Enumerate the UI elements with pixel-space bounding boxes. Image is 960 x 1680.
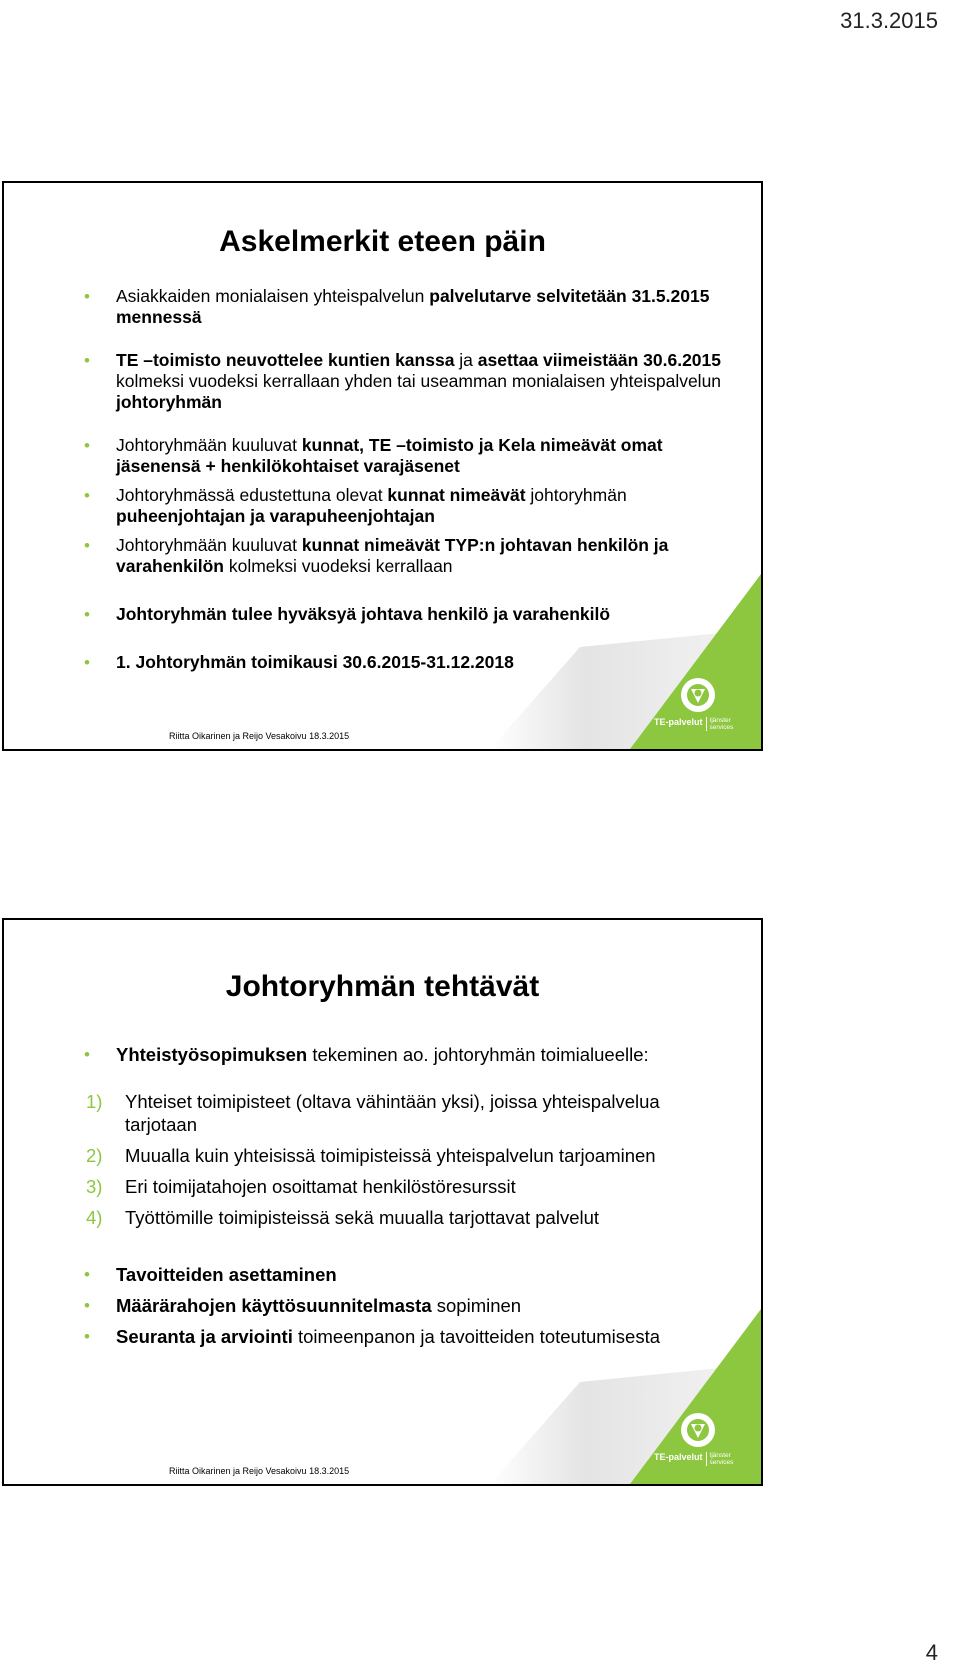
numbered-item: 2) Muualla kuin yhteisissä toimipisteissä yhteispalvelun tarjoaminen (86, 1145, 656, 1166)
bullet-item: • Johtoryhmässä edustettuna olevat kunnat nimeävät johtoryhmän puheenjohtajan ja varapuheenjohtajan (4, 485, 761, 527)
bullet-item: • Johtoryhmän tulee hyväksyä johtava henkilö ja varahenkilö (4, 604, 761, 625)
numbered-item: 1) Yhteiset toimipisteet (oltava vähintään yksi), joissa yhteispalvelua tarjotaan (86, 1091, 660, 1135)
bullet-item: • Johtoryhmään kuuluvat kunnat nimeävät TYP:n johtavan henkilön ja varahenkilön kolmeksi vuodeksi kerrallaan (4, 535, 761, 577)
bullet-item: • Määrärahojen käyttösuunnitelmasta sopiminen (4, 1294, 761, 1317)
bullet-item: • Asiakkaiden monialaisen yhteispalvelun palvelutarve selvitetään 31.5.2015 mennessä (4, 286, 761, 328)
bullet-item: • Yhteistyösopimuksen tekeminen ao. johtoryhmän toimialueelle: (4, 1043, 761, 1066)
slide-content (4, 1043, 761, 1348)
slide-askelmerkit (2, 181, 763, 751)
bullet-item: • TE –toimisto neuvottelee kuntien kanssa ja asettaa viimeistään 30.6.2015 kolmeksi vuodeksi kerrallaan yhden tai useamman monialaisen yhteispalvelun johtoryhmän (4, 350, 761, 413)
bullet-item: • Seuranta ja arviointi toimeenpanon ja tavoitteiden toteutumisesta (4, 1325, 761, 1348)
te-logo-icon (680, 1412, 716, 1448)
numbered-item: 4) Työttömille toimipisteissä sekä muualla tarjottavat palvelut (86, 1207, 600, 1228)
logo-text: TE-palvelut tjänster services (654, 1452, 734, 1466)
te-logo-icon (680, 677, 716, 713)
te-palvelut-logo (654, 1412, 739, 1472)
page-number: 4 (925, 1640, 938, 1665)
bullet-item: • Tavoitteiden asettaminen (4, 1263, 761, 1286)
slide-content (4, 286, 761, 673)
numbered-item: 3) Eri toimijatahojen osoittamat henkilöstöresurssit (86, 1176, 516, 1197)
slide-johtoryhman-tehtavat (2, 918, 763, 1486)
slide-title: Johtoryhmän tehtävät (225, 970, 540, 1003)
slide-title: Askelmerkit eteen päin (219, 225, 546, 258)
bullet-item: • Johtoryhmään kuuluvat kunnat, TE –toimisto ja Kela nimeävät omat jäsenensä + henkilökohtaiset varajäsenet (4, 435, 761, 477)
slide-footer: Riitta Oikarinen ja Reijo Vesakoivu 18.3.2015 (169, 731, 350, 741)
logo-text: TE-palvelut tjänster services (654, 717, 734, 731)
te-palvelut-logo (654, 677, 739, 737)
slide-footer: Riitta Oikarinen ja Reijo Vesakoivu 18.3.2015 (169, 1466, 350, 1476)
page-date: 31.3.2015 (840, 8, 938, 33)
bullet-item: • 1. Johtoryhmän toimikausi 30.6.2015-31.12.2018 (4, 652, 761, 673)
